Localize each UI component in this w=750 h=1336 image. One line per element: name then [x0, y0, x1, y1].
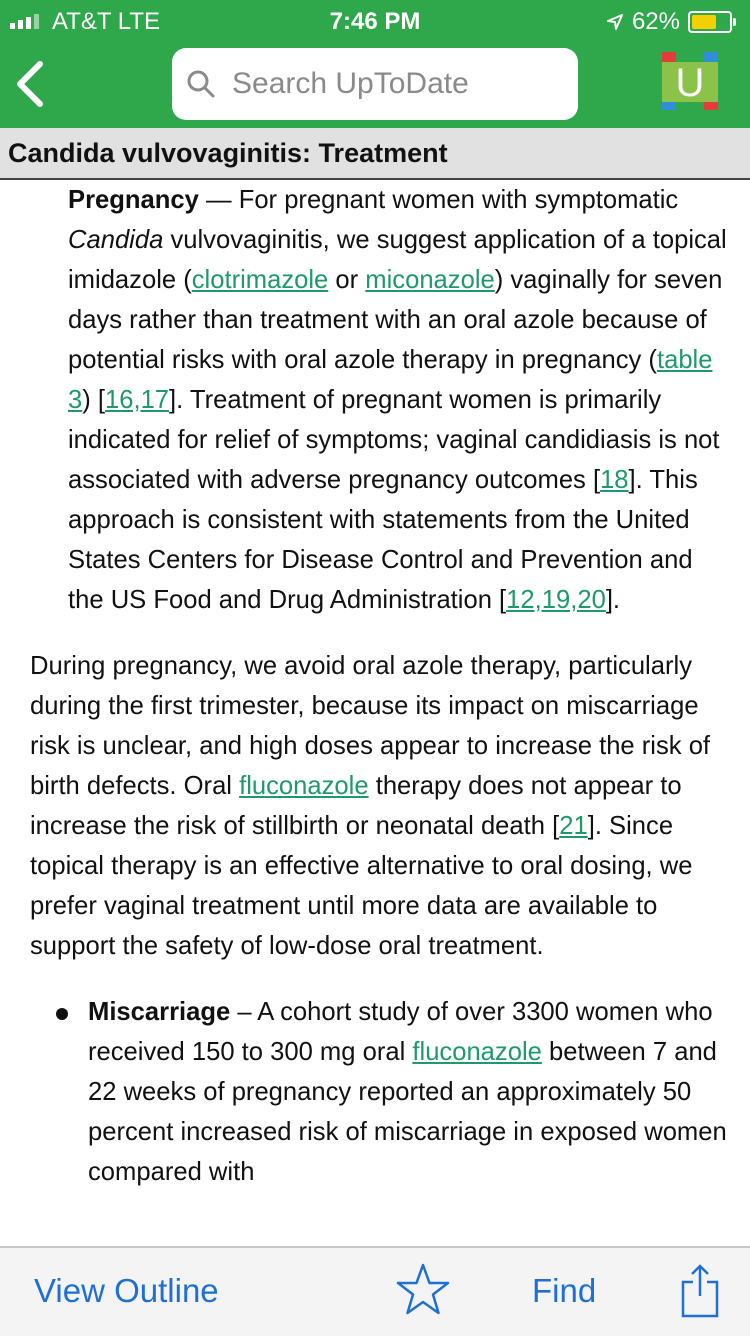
- page-title: Candida vulvovaginitis: Treatment: [8, 138, 448, 168]
- link-fluconazole[interactable]: fluconazole: [239, 772, 369, 800]
- share-icon[interactable]: [680, 1262, 720, 1320]
- link-table-3[interactable]: table 3: [68, 346, 713, 414]
- topic-title-bar: [0, 128, 750, 180]
- search-icon: [186, 69, 216, 99]
- section-heading-pregnancy: Pregnancy: [68, 186, 199, 214]
- bottom-toolbar: [0, 1246, 750, 1336]
- bullet-heading: Miscarriage: [88, 998, 231, 1026]
- text-span: ]. This approach is consistent with statements from the United States Centers for Disease Control and Prevention and the US Food and Drug Administration [: [68, 466, 698, 614]
- text-span: – A cohort study of over 3300 women who received 150 to 300 mg oral: [88, 998, 713, 1066]
- text-span: ]. Since topical therapy is an effective alternative to oral dosing, we prefer vaginal treatment until more data are available to support the safety of low-dose oral treatment.: [30, 812, 693, 960]
- link-reference[interactable]: 18: [600, 466, 629, 494]
- uptodate-logo-icon[interactable]: [662, 52, 718, 110]
- back-arrow-icon[interactable]: [10, 58, 50, 110]
- battery-percent: 62%: [631, 8, 680, 35]
- text-span: During pregnancy, we avoid oral azole therapy, particularly during the first trimester, because its impact on miscarriage risk is unclear, and high doses appear to increase the risk of birth defects. Oral: [30, 652, 711, 800]
- text-span: therapy does not appear to increase the risk of stillbirth or neonatal death [: [30, 772, 682, 840]
- text-span: ) vaginally for seven days rather than treatment with an oral azole because of potential risks with oral azole therapy in pregnancy (: [68, 266, 723, 374]
- text-span: ) [: [82, 386, 105, 414]
- link-miconazole[interactable]: miconazole: [365, 266, 495, 294]
- text-italic: Candida: [68, 226, 164, 254]
- paragraph-pregnancy: [30, 180, 730, 620]
- find-button[interactable]: Find: [532, 1272, 597, 1309]
- link-clotrimazole[interactable]: clotrimazole: [191, 266, 329, 294]
- link-reference[interactable]: 21: [559, 812, 588, 840]
- location-icon: [606, 13, 624, 31]
- link-fluconazole[interactable]: fluconazole: [412, 1038, 542, 1066]
- text-span: between 7 and 22 weeks of pregnancy reported an approximately 50 percent increased risk of miscarriage in exposed women compared with: [88, 1038, 727, 1186]
- search-bar[interactable]: [172, 48, 578, 120]
- status-bar: [0, 0, 750, 40]
- list-item-miscarriage: [30, 992, 730, 1192]
- text-span: ]. Treatment of pregnant women is primarily indicated for relief of symptoms; vaginal candidiasis is not associated with adverse pregnancy outcomes [: [68, 386, 720, 494]
- link-reference[interactable]: 12,19,20: [506, 586, 606, 614]
- clock: 7:46 PM: [329, 8, 421, 35]
- text-span: ].: [605, 586, 621, 614]
- bullet-icon: [56, 1008, 68, 1020]
- text-span: vulvovaginitis, we suggest application of a topical imidazole (: [68, 226, 727, 294]
- search-input[interactable]: [230, 66, 564, 102]
- article-body: [30, 180, 730, 1246]
- view-outline-button[interactable]: View Outline: [34, 1272, 219, 1309]
- text-span: or: [328, 266, 366, 294]
- app-header: [0, 0, 750, 128]
- paragraph-oral-azole: [30, 646, 730, 966]
- star-icon[interactable]: [394, 1262, 452, 1320]
- link-reference[interactable]: 16,17: [104, 386, 170, 414]
- logo-letter: U: [675, 61, 705, 105]
- carrier-label: AT&T LTE: [52, 8, 161, 35]
- text-span: — For pregnant women with symptomatic: [198, 186, 679, 214]
- battery-icon: [688, 11, 732, 33]
